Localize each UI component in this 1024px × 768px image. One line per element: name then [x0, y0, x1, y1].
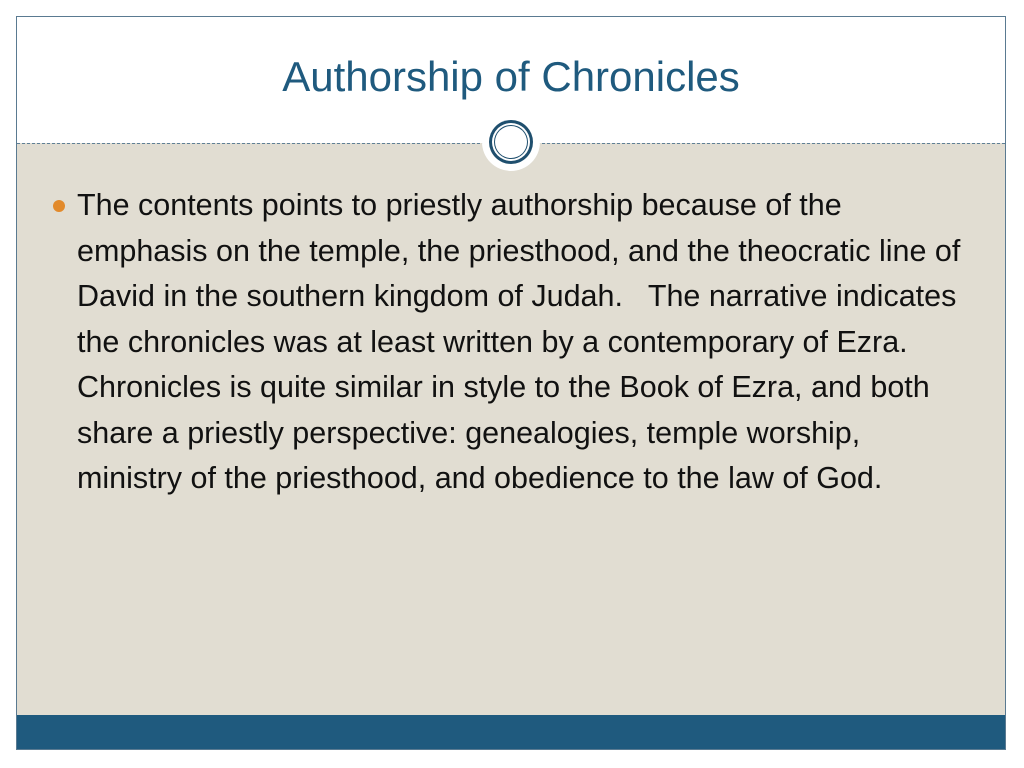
bullet-item: [53, 183, 973, 502]
bullet-text: The contents points to priestly authorship because of the emphasis on the temple, the priesthood, and the theocratic line of David in the southern kingdom of Judah. The narrative indicates the chronicles was at least written by a contemporary of Ezra. Chronicles is quite similar in style to the Book of Ezra, and both share a priestly perspective: genealogies, temple worship, ministry of the priesthood, and obedience to the law of God.: [77, 188, 969, 495]
slide-title: Authorship of Chronicles: [282, 53, 740, 100]
ornament-core: [495, 126, 527, 158]
bullet-dot-icon: [53, 200, 65, 212]
slide: [16, 16, 1006, 750]
circle-ring-icon: [482, 113, 540, 171]
footer-bar: [17, 715, 1005, 749]
slide-content: [53, 183, 973, 502]
